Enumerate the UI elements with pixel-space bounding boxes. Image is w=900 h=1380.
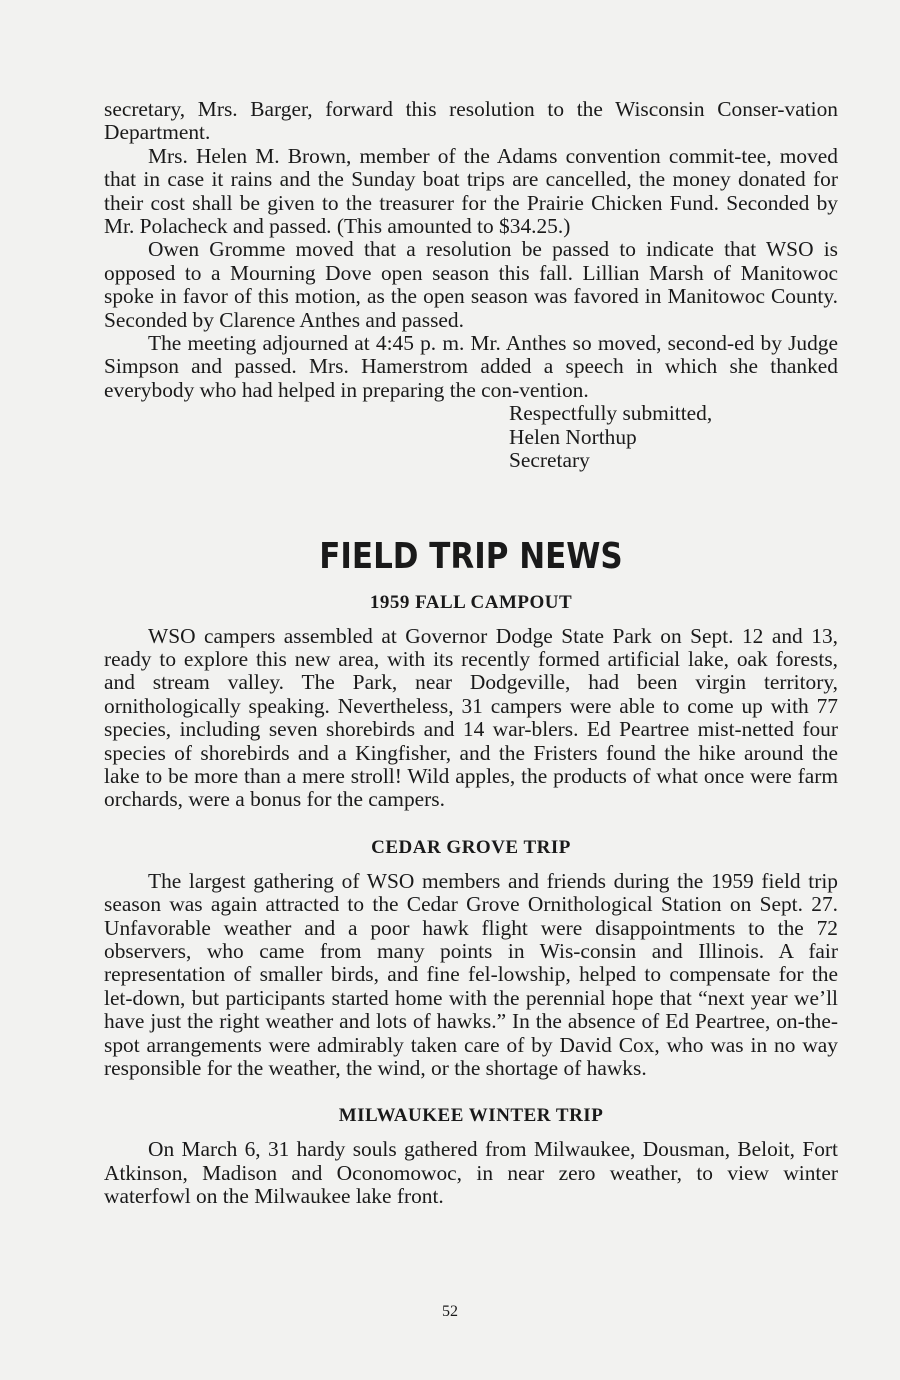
- section-title-milwaukee-winter: MILWAUKEE WINTER TRIP: [338, 1105, 604, 1127]
- page-number: 52: [442, 1303, 458, 1320]
- section-title-fall-campout: 1959 FALL CAMPOUT: [369, 591, 573, 613]
- page-content: [104, 98, 838, 1209]
- signature-block: [509, 402, 838, 472]
- signature-name: Helen Northup: [509, 424, 637, 449]
- section-body-cedar-grove: The largest gathering of WSO members and friends during the 1959 field trip season was again attracted to the Cedar Grove Ornithological Station on Sept. 27. Unfavorable weather and a poor hawk flight were disappointments to the 72 observers, who came from many points in Wis-consin and Illinois. A fair representation of smaller birds, and fine fel-lowship, helped to compensate for the let-down, but participants started home with the perennial hope that “next year we’ll have just the right weather and lots of hawks.” In the absence of Ed Peartree, on-the-spot arrangements were admirably taken care of by David Cox, who was in no way responsible for the weather, the wind, or the shortage of hawks.: [104, 868, 838, 1080]
- minutes-paragraph-2: Mrs. Helen M. Brown, member of the Adams convention commit-tee, moved that in case it rains and the Sunday boat trips are cancelled, the money donated for their cost shall be given to the treasurer for the Prairie Chicken Fund. Seconded by Mr. Polacheck and passed. (This amounted to $34.25.): [104, 143, 838, 239]
- minutes-paragraph-3: Owen Gromme moved that a resolution be passed to indicate that WSO is opposed to a Mourning Dove open season this fall. Lillian Marsh of Manitowoc spoke in favor of this motion, as the open season was favored in Manitowoc County. Seconded by Clarence Anthes and passed.: [104, 237, 838, 332]
- signature-closing: Respectfully submitted,: [509, 401, 713, 426]
- section-title-cedar-grove: CEDAR GROVE TRIP: [371, 836, 571, 858]
- minutes-paragraph-1: secretary, Mrs. Barger, forward this resolution to the Wisconsin Conser-vation Department.: [104, 97, 838, 145]
- field-trip-news-heading: FIELD TRIP NEWS: [319, 535, 623, 577]
- section-body-milwaukee-winter: On March 6, 31 hardy souls gathered from Milwaukee, Dousman, Beloit, Fort Atkinson, Madison and Oconomowoc, in near zero weather, to view winter waterfowl on the Milwaukee lake front.: [104, 1137, 838, 1209]
- section-body-fall-campout: WSO campers assembled at Governor Dodge State Park on Sept. 12 and 13, ready to explore this new area, with its recently formed artificial lake, oak forests, and stream valley. The Park, near Dodgeville, had been virgin territory, ornithologically speaking. Nevertheless, 31 campers were able to come up with 77 species, including seven shorebirds and 14 war-blers. Ed Peartree mist-netted four species of shorebirds and a Kingfisher, and the Fristers found the hike around the lake to be more than a mere stroll! Wild apples, the products of what once were farm orchards, were a bonus for the campers.: [104, 623, 838, 812]
- minutes-paragraph-4: The meeting adjourned at 4:45 p. m. Mr. Anthes so moved, second-ed by Judge Simpson and passed. Mrs. Hamerstrom added a speech in which she thanked everybody who had helped in preparing the con-vention.: [104, 331, 838, 402]
- signature-title: Secretary: [509, 448, 590, 473]
